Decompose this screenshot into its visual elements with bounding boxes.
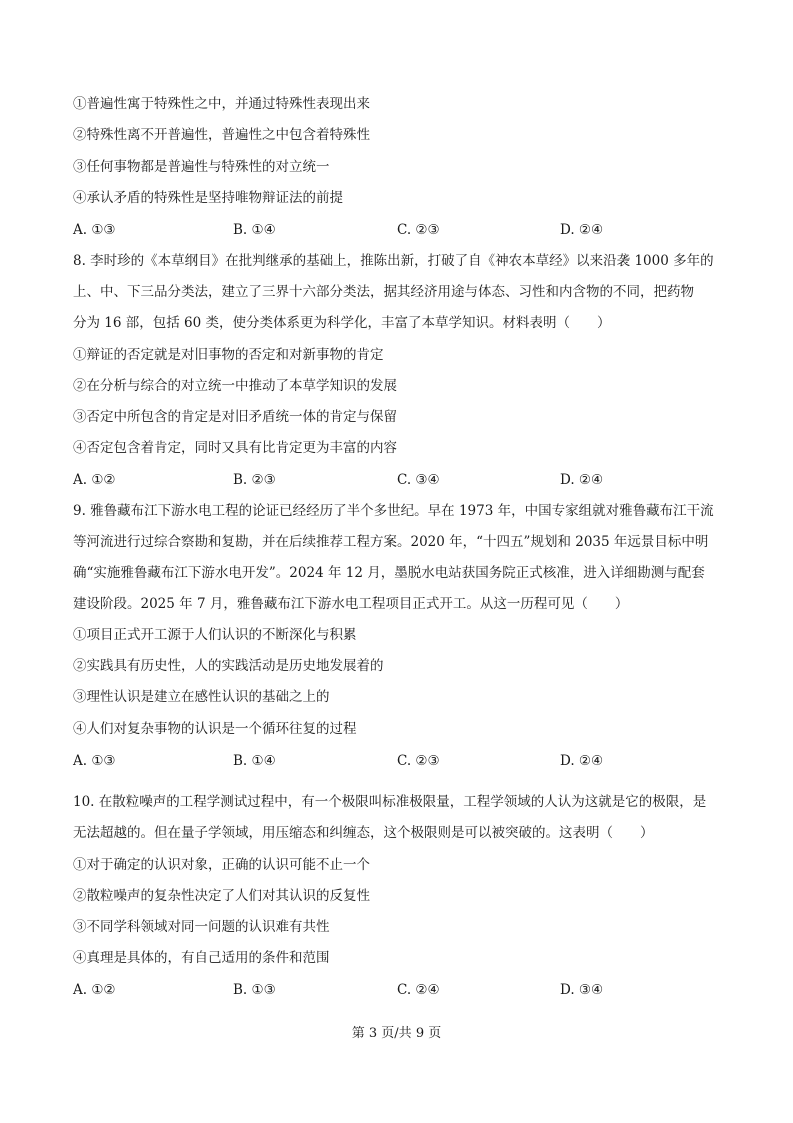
q8-statement-4: ④否定包含着肯定，同时又具有比肯定更为丰富的内容	[73, 440, 397, 456]
q7-options	[73, 220, 753, 240]
q9-stem-line-1: 9. 雅鲁藏布江下游水电工程的论证已经经历了半个多世纪。早在 1973 年，中国专家组就对雅鲁藏布江干流	[73, 503, 714, 519]
q10-option-b: B. ①③	[233, 982, 276, 998]
q7-statement-2: ②特殊性离不开普遍性，普遍性之中包含着特殊性	[73, 127, 370, 143]
q7-option-b: B. ①④	[233, 222, 276, 238]
q7-statement-1: ①普遍性寓于特殊性之中，并通过特殊性表现出来	[73, 96, 370, 112]
q10-statement-3: ③不同学科领域对同一问题的认识难有共性	[73, 919, 330, 935]
q10-statement-1: ①对于确定的认识对象，正确的认识可能不止一个	[73, 857, 370, 873]
q10-stem-line-1: 10. 在散粒噪声的工程学测试过程中，有一个极限叫标准极限量，工程学领域的人认为这就是它的极限，是	[73, 794, 707, 810]
q10-option-c: C. ②④	[397, 982, 440, 998]
q8-statement-1: ①辩证的否定就是对旧事物的否定和对新事物的肯定	[73, 347, 384, 363]
q7-option-c: C. ②③	[397, 222, 440, 238]
q9-statement-2: ②实践具有历史性，人的实践活动是历史地发展着的	[73, 658, 384, 674]
q8-option-a: A. ①②	[73, 472, 116, 488]
q9-option-d: D. ②④	[560, 753, 604, 769]
q9-statement-3: ③理性认识是建立在感性认识的基础之上的	[73, 689, 330, 705]
q8-options	[73, 470, 753, 490]
q9-stem-line-4: 建设阶段。2025 年 7 月，雅鲁藏布江下游水电工程项目正式开工。从这一历程可见（ ）	[73, 596, 629, 612]
q10-option-d: D. ③④	[560, 982, 604, 998]
q8-option-d: D. ②④	[560, 472, 604, 488]
q10-stem-line-2: 无法超越的。但在量子学领域，用压缩态和纠缠态，这个极限则是可以被突破的。这表明（ ）	[73, 825, 654, 841]
q9-stem-line-3: 确“实施雅鲁藏布江下游水电开发”。2024 年 12 月，墨脱水电站获国务院正式核准，进入详细勘测与配套	[73, 565, 705, 581]
q7-option-a: A. ①③	[73, 222, 116, 238]
q10-statement-2: ②散粒噪声的复杂性决定了人们对其认识的反复性	[73, 888, 370, 904]
q7-statement-3: ③任何事物都是普遍性与特殊性的对立统一	[73, 159, 330, 175]
q7-statement-4: ④承认矛盾的特殊性是坚持唯物辩证法的前提	[73, 190, 343, 206]
q9-statement-1: ①项目正式开工源于人们认识的不断深化与积累	[73, 627, 357, 643]
q9-option-c: C. ②③	[397, 753, 440, 769]
q8-statement-3: ③否定中所包含的肯定是对旧矛盾统一体的肯定与保留	[73, 409, 397, 425]
q8-stem-line-1: 8. 李时珍的《本草纲目》在批判继承的基础上，推陈出新，打破了自《神农本草经》以来沿袭 1000 多年的	[73, 253, 714, 269]
q10-statement-4: ④真理是具体的，有自己适用的条件和范围	[73, 950, 330, 966]
page-number-footer: 第 3 页/共 9 页	[351, 1026, 442, 1041]
q8-statement-2: ②在分析与综合的对立统一中推动了本草学知识的发展	[73, 378, 397, 394]
q7-option-d: D. ②④	[560, 222, 604, 238]
q8-stem-line-2: 上、中、下三品分类法，建立了三界十六部分类法，据其经济用途与体态、习性和内含物的不同，把药物	[73, 284, 694, 300]
q10-option-a: A. ①②	[73, 982, 116, 998]
q10-options	[73, 980, 753, 1000]
q9-stem-line-2: 等河流进行过综合察勘和复勘，并在后续推荐工程方案。2020 年，“十四五”规划和 2035 年远景目标中明	[73, 534, 709, 550]
q9-options	[73, 751, 753, 771]
q9-option-b: B. ①④	[233, 753, 276, 769]
q8-option-c: C. ③④	[397, 472, 440, 488]
q8-stem-line-3: 分为 16 部，包括 60 类，使分类体系更为科学化，丰富了本草学知识。材料表明（ ）	[73, 315, 611, 331]
q8-option-b: B. ②③	[233, 472, 276, 488]
q9-statement-4: ④人们对复杂事物的认识是一个循环往复的过程	[73, 721, 357, 737]
q9-option-a: A. ①③	[73, 753, 116, 769]
